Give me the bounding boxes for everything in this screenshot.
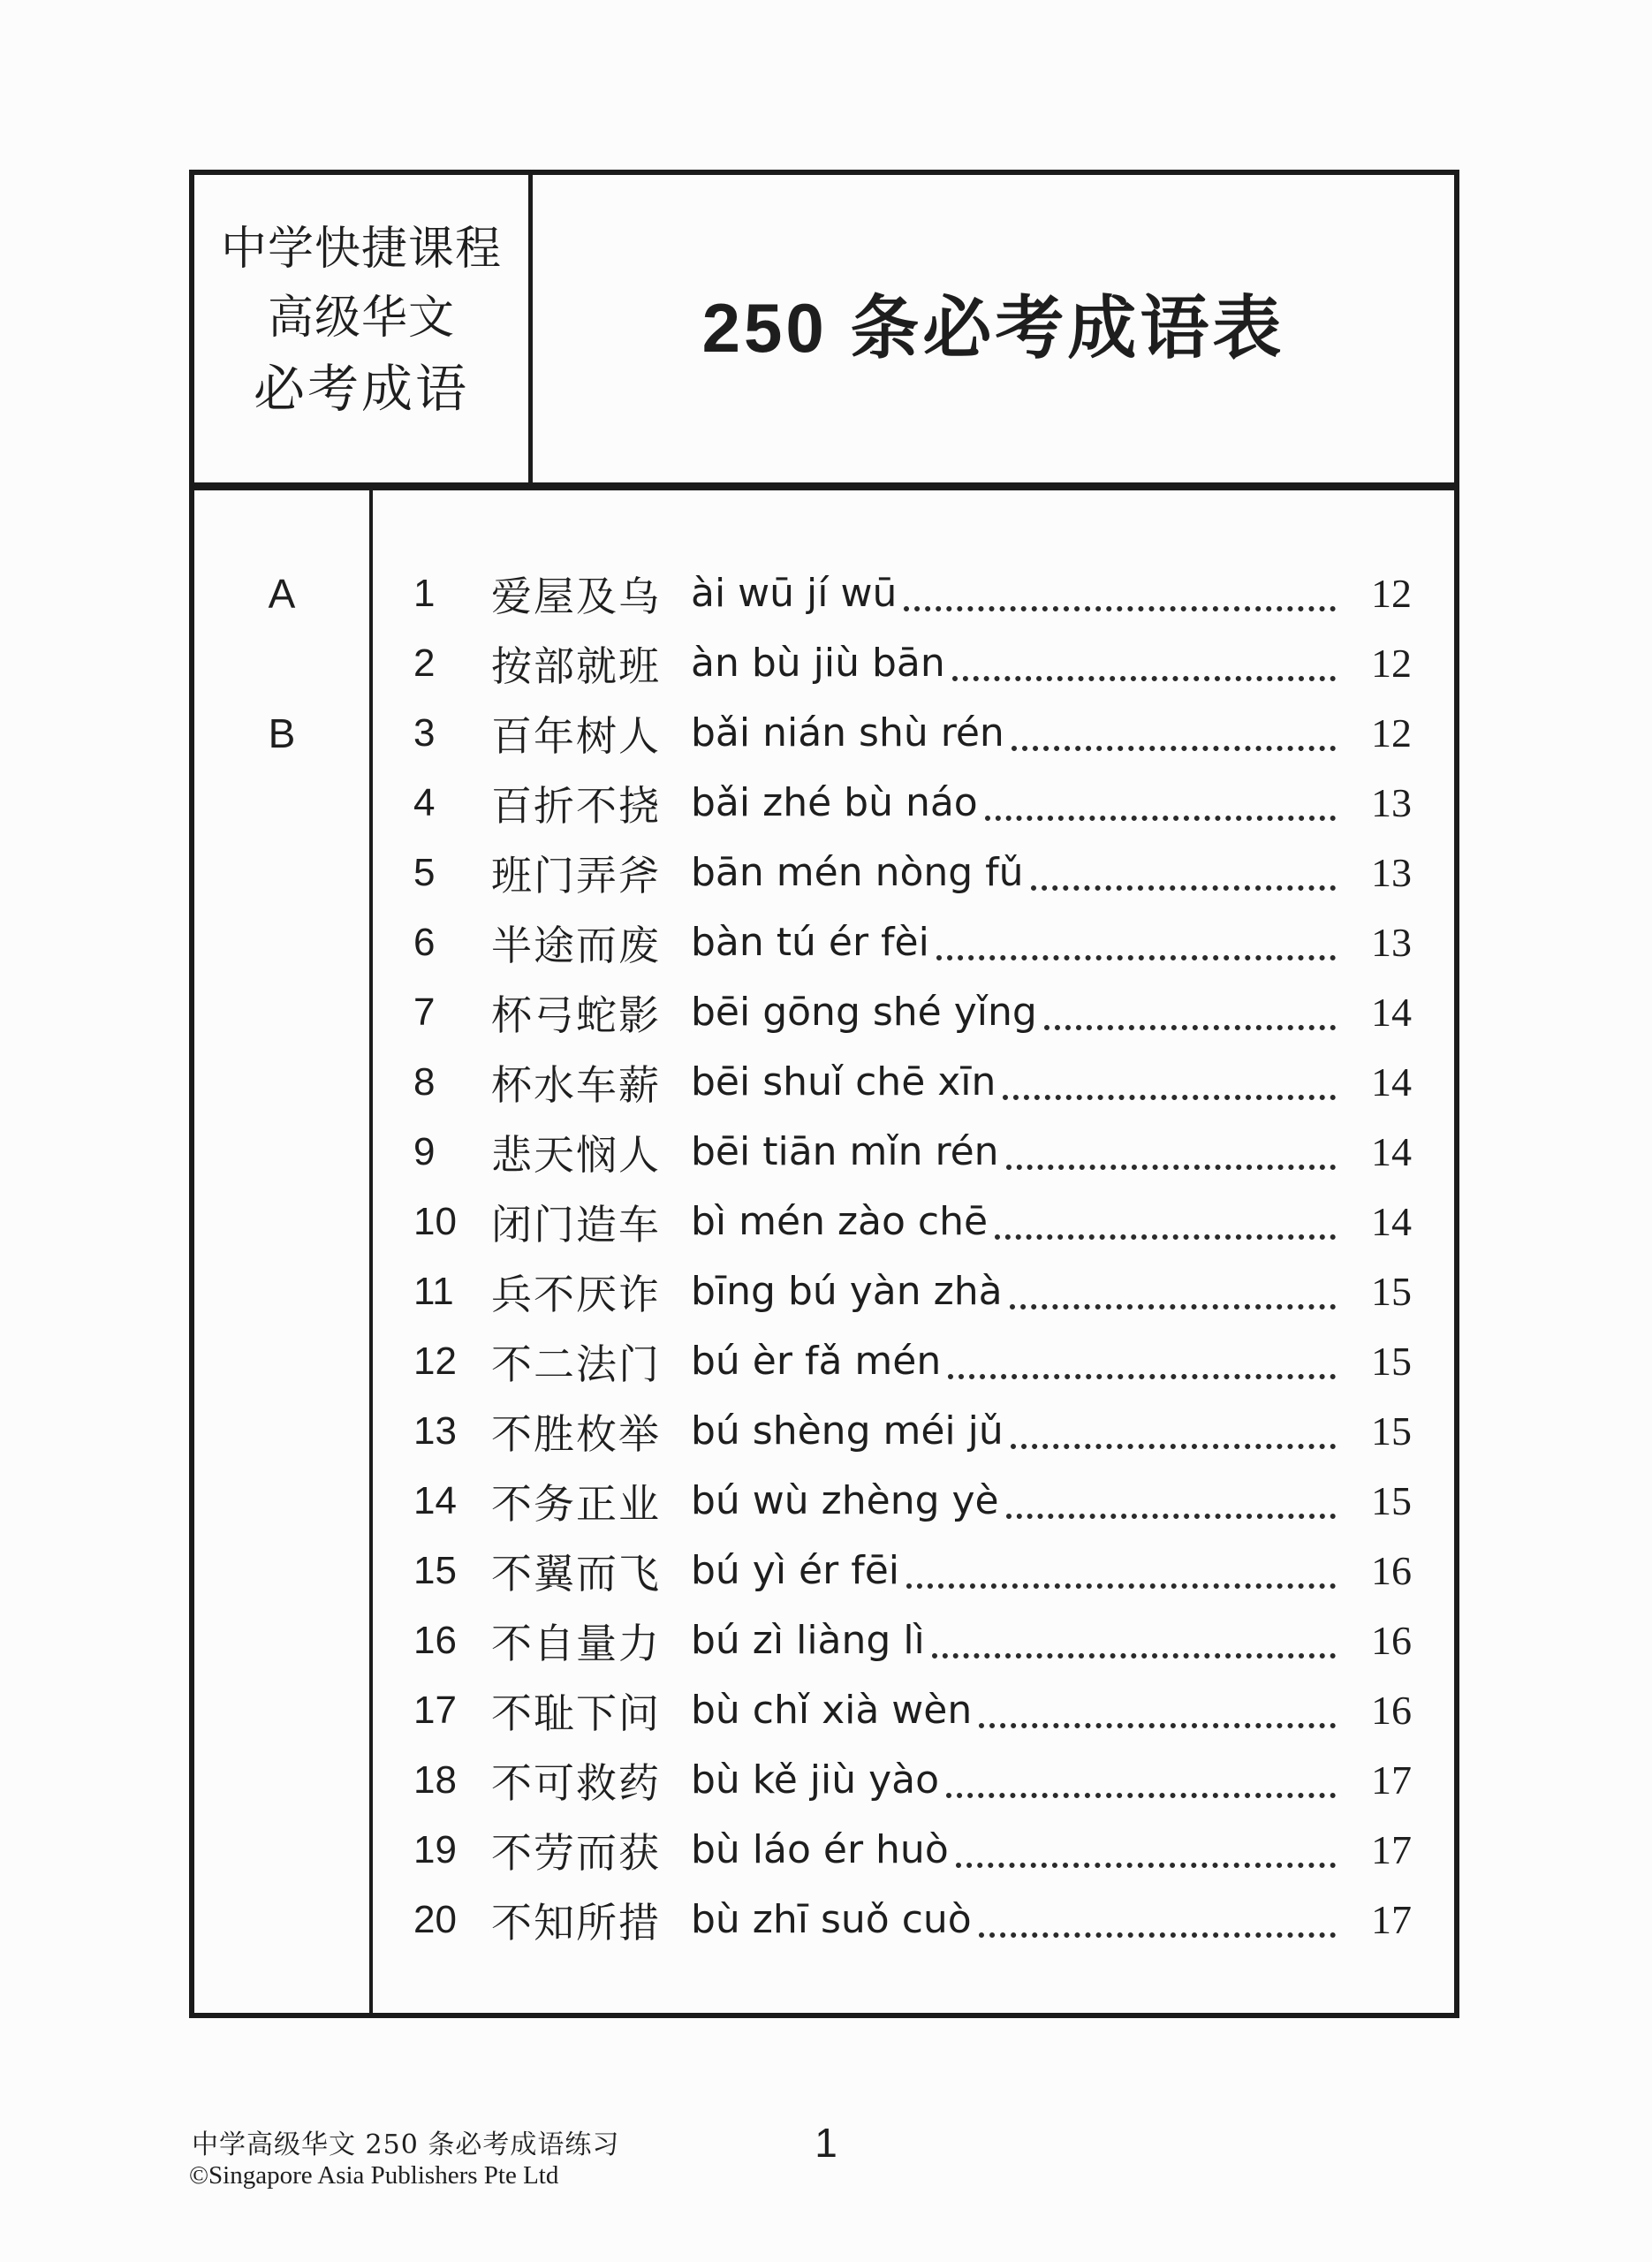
entry-number: 16 — [413, 1618, 457, 1662]
entry-idiom: 不耻下问 — [491, 1689, 661, 1736]
entry-number: 4 — [413, 780, 436, 824]
entry-pinyin: bù láo ér huò — [691, 1827, 949, 1872]
table-row — [413, 768, 1412, 838]
entry-reference — [691, 1547, 1412, 1594]
entries-column — [373, 490, 1454, 2013]
entry-page: 15 — [1371, 1269, 1412, 1314]
index-letter-b: B — [268, 710, 296, 756]
table-row — [413, 1675, 1412, 1745]
table-row — [413, 628, 1412, 698]
entry-idiom: 杯弓蛇影 — [491, 991, 661, 1038]
entry-idiom: 不二法门 — [491, 1340, 661, 1387]
entry-page: 14 — [1371, 990, 1412, 1035]
entry-idiom: 不可救药 — [491, 1759, 661, 1806]
entry-reference — [691, 710, 1412, 756]
entry-idiom: 百折不挠 — [491, 782, 661, 829]
table-row — [413, 977, 1412, 1047]
entry-number: 17 — [413, 1688, 457, 1732]
series-label-cell — [194, 175, 533, 482]
entry-reference — [691, 1757, 1412, 1803]
entry-page: 17 — [1371, 1897, 1412, 1942]
dot-leader — [1012, 716, 1336, 751]
entry-reference — [691, 1268, 1412, 1315]
dot-leader — [1011, 1414, 1336, 1449]
table-row — [413, 1536, 1412, 1605]
entry-reference — [691, 1896, 1412, 1943]
dot-leader — [906, 1553, 1336, 1589]
entry-pinyin: bú èr fǎ mén — [691, 1339, 942, 1384]
index-letter-a: A — [268, 571, 296, 617]
table-row — [413, 1117, 1412, 1187]
entry-number: 7 — [413, 990, 436, 1034]
entry-idiom: 班门弄斧 — [491, 852, 661, 899]
table-row — [413, 1396, 1412, 1466]
dot-leader — [1006, 1135, 1336, 1170]
entry-page: 15 — [1371, 1408, 1412, 1454]
entry-pinyin: bǎi zhé bù náo — [691, 780, 978, 825]
footer-copyright: ©Singapore Asia Publishers Pte Ltd — [189, 2161, 559, 2190]
entry-pinyin: bān mén nòng fǔ — [691, 850, 1024, 895]
entry-reference — [691, 1338, 1412, 1385]
entry-page: 12 — [1371, 641, 1412, 686]
entry-reference — [691, 779, 1412, 826]
table-row — [413, 698, 1412, 768]
entry-reference — [691, 849, 1412, 896]
entry-number: 14 — [413, 1478, 457, 1522]
entry-page: 15 — [1371, 1478, 1412, 1523]
dot-leader — [979, 1902, 1336, 1938]
entry-idiom: 悲天悯人 — [491, 1131, 661, 1178]
entry-page: 13 — [1371, 920, 1412, 965]
entry-reference — [691, 989, 1412, 1036]
entry-idiom: 按部就班 — [491, 642, 661, 689]
table-row — [413, 1815, 1412, 1885]
table-row — [413, 1605, 1412, 1675]
entry-reference — [691, 1617, 1412, 1664]
dot-leader — [1010, 1274, 1336, 1309]
entry-pinyin: bēi tiān mǐn rén — [691, 1129, 999, 1174]
entry-pinyin: bēi gōng shé yǐng — [691, 990, 1037, 1035]
entry-pinyin: bàn tú ér fèi — [691, 920, 929, 965]
entry-idiom: 不知所措 — [491, 1899, 661, 1946]
series-line-2: 高级华文 — [267, 293, 455, 344]
dot-leader — [932, 1623, 1336, 1659]
footer-page-number: 1 — [815, 2120, 837, 2166]
page-title: 250 条必考成语表 — [701, 289, 1285, 367]
entry-reference — [691, 1059, 1412, 1105]
idiom-index-table — [194, 490, 1454, 2013]
content-frame — [189, 170, 1459, 2018]
entry-idiom: 半途而废 — [491, 922, 661, 968]
entry-number: 12 — [413, 1339, 457, 1383]
entry-idiom: 不胜枚举 — [491, 1410, 661, 1457]
entry-pinyin: bù zhī suǒ cuò — [691, 1897, 972, 1942]
entry-page: 13 — [1371, 850, 1412, 895]
entry-number: 8 — [413, 1059, 436, 1104]
entry-pinyin: bēi shuǐ chē xīn — [691, 1059, 997, 1104]
entry-number: 13 — [413, 1408, 457, 1453]
entry-idiom: 兵不厌诈 — [491, 1271, 661, 1317]
entry-page: 15 — [1371, 1339, 1412, 1384]
table-row — [413, 907, 1412, 977]
table-row — [413, 1885, 1412, 1955]
dot-leader — [956, 1833, 1336, 1868]
entry-pinyin: bú zì liàng lì — [691, 1618, 925, 1663]
entry-number: 20 — [413, 1897, 457, 1941]
entry-pinyin: bǎi nián shù rén — [691, 710, 1004, 755]
entry-reference — [691, 1198, 1412, 1245]
table-row — [413, 1745, 1412, 1815]
table-row — [413, 1047, 1412, 1117]
entry-idiom: 爱屋及乌 — [491, 573, 661, 619]
entry-number: 10 — [413, 1199, 457, 1243]
entry-reference — [691, 1128, 1412, 1175]
entry-pinyin: bù chǐ xià wèn — [691, 1688, 973, 1733]
table-row — [413, 1466, 1412, 1536]
entry-number: 1 — [413, 571, 436, 615]
dot-leader — [936, 925, 1336, 960]
entry-page: 16 — [1371, 1618, 1412, 1663]
entry-page: 13 — [1371, 780, 1412, 825]
entry-pinyin: bú shèng méi jǔ — [691, 1408, 1004, 1454]
table-row — [413, 838, 1412, 907]
entry-page: 16 — [1371, 1688, 1412, 1733]
entry-reference — [691, 1687, 1412, 1734]
entry-pinyin: bì mén zào chē — [691, 1199, 989, 1244]
page-header — [194, 175, 1454, 490]
entry-idiom: 闭门造车 — [491, 1201, 661, 1248]
entry-number: 2 — [413, 641, 436, 685]
series-line-3: 必考成语 — [253, 361, 469, 418]
entry-idiom: 不自量力 — [491, 1620, 661, 1666]
entry-number: 6 — [413, 920, 436, 964]
dot-leader — [952, 646, 1336, 681]
dot-leader — [1006, 1484, 1336, 1519]
dot-leader — [985, 786, 1336, 821]
entry-page: 12 — [1371, 571, 1412, 616]
dot-leader — [948, 1344, 1336, 1379]
entry-pinyin: bù kě jiù yào — [691, 1757, 940, 1803]
entry-number: 11 — [413, 1269, 454, 1313]
title-cell — [533, 175, 1454, 482]
entry-pinyin: àn bù jiù bān — [691, 641, 945, 686]
table-row — [413, 1187, 1412, 1256]
entry-page: 12 — [1371, 710, 1412, 755]
entry-number: 5 — [413, 850, 436, 894]
entry-idiom: 不务正业 — [491, 1480, 661, 1527]
entry-number: 15 — [413, 1548, 457, 1592]
dot-leader — [995, 1204, 1336, 1240]
entry-idiom: 不劳而获 — [491, 1829, 661, 1876]
table-row — [413, 1256, 1412, 1326]
entry-page: 14 — [1371, 1199, 1412, 1244]
alphabet-column — [194, 490, 373, 2013]
entry-reference — [691, 1408, 1412, 1454]
entry-page: 14 — [1371, 1129, 1412, 1174]
dot-leader — [1044, 995, 1336, 1030]
table-row — [413, 558, 1412, 628]
entry-pinyin: ài wū jí wū — [691, 571, 898, 616]
dot-leader — [946, 1763, 1336, 1798]
footer-book-title: 中学高级华文 250 条必考成语练习 — [192, 2129, 620, 2160]
entry-idiom: 百年树人 — [491, 712, 661, 759]
entry-page: 17 — [1371, 1827, 1412, 1872]
entry-number: 18 — [413, 1757, 457, 1802]
entry-idiom: 杯水车薪 — [491, 1061, 661, 1108]
entry-page: 16 — [1371, 1548, 1412, 1593]
entry-pinyin: bú yì ér fēi — [691, 1548, 899, 1593]
entry-page: 17 — [1371, 1757, 1412, 1803]
entry-reference — [691, 1826, 1412, 1873]
entry-reference — [691, 1477, 1412, 1524]
dot-leader — [979, 1693, 1336, 1728]
entry-reference — [691, 570, 1412, 617]
entry-number: 19 — [413, 1827, 457, 1871]
entry-number: 3 — [413, 710, 436, 755]
entry-number: 9 — [413, 1129, 436, 1173]
entry-page: 14 — [1371, 1059, 1412, 1104]
entry-pinyin: bú wù zhèng yè — [691, 1478, 999, 1523]
series-line-1: 中学快捷课程 — [220, 224, 502, 275]
dot-leader — [1003, 1065, 1336, 1100]
entry-pinyin: bīng bú yàn zhà — [691, 1269, 1003, 1314]
dot-leader — [1031, 855, 1336, 891]
entry-reference — [691, 640, 1412, 687]
entry-reference — [691, 919, 1412, 966]
dot-leader — [904, 576, 1336, 611]
table-row — [413, 1326, 1412, 1396]
entry-idiom: 不翼而飞 — [491, 1550, 661, 1597]
